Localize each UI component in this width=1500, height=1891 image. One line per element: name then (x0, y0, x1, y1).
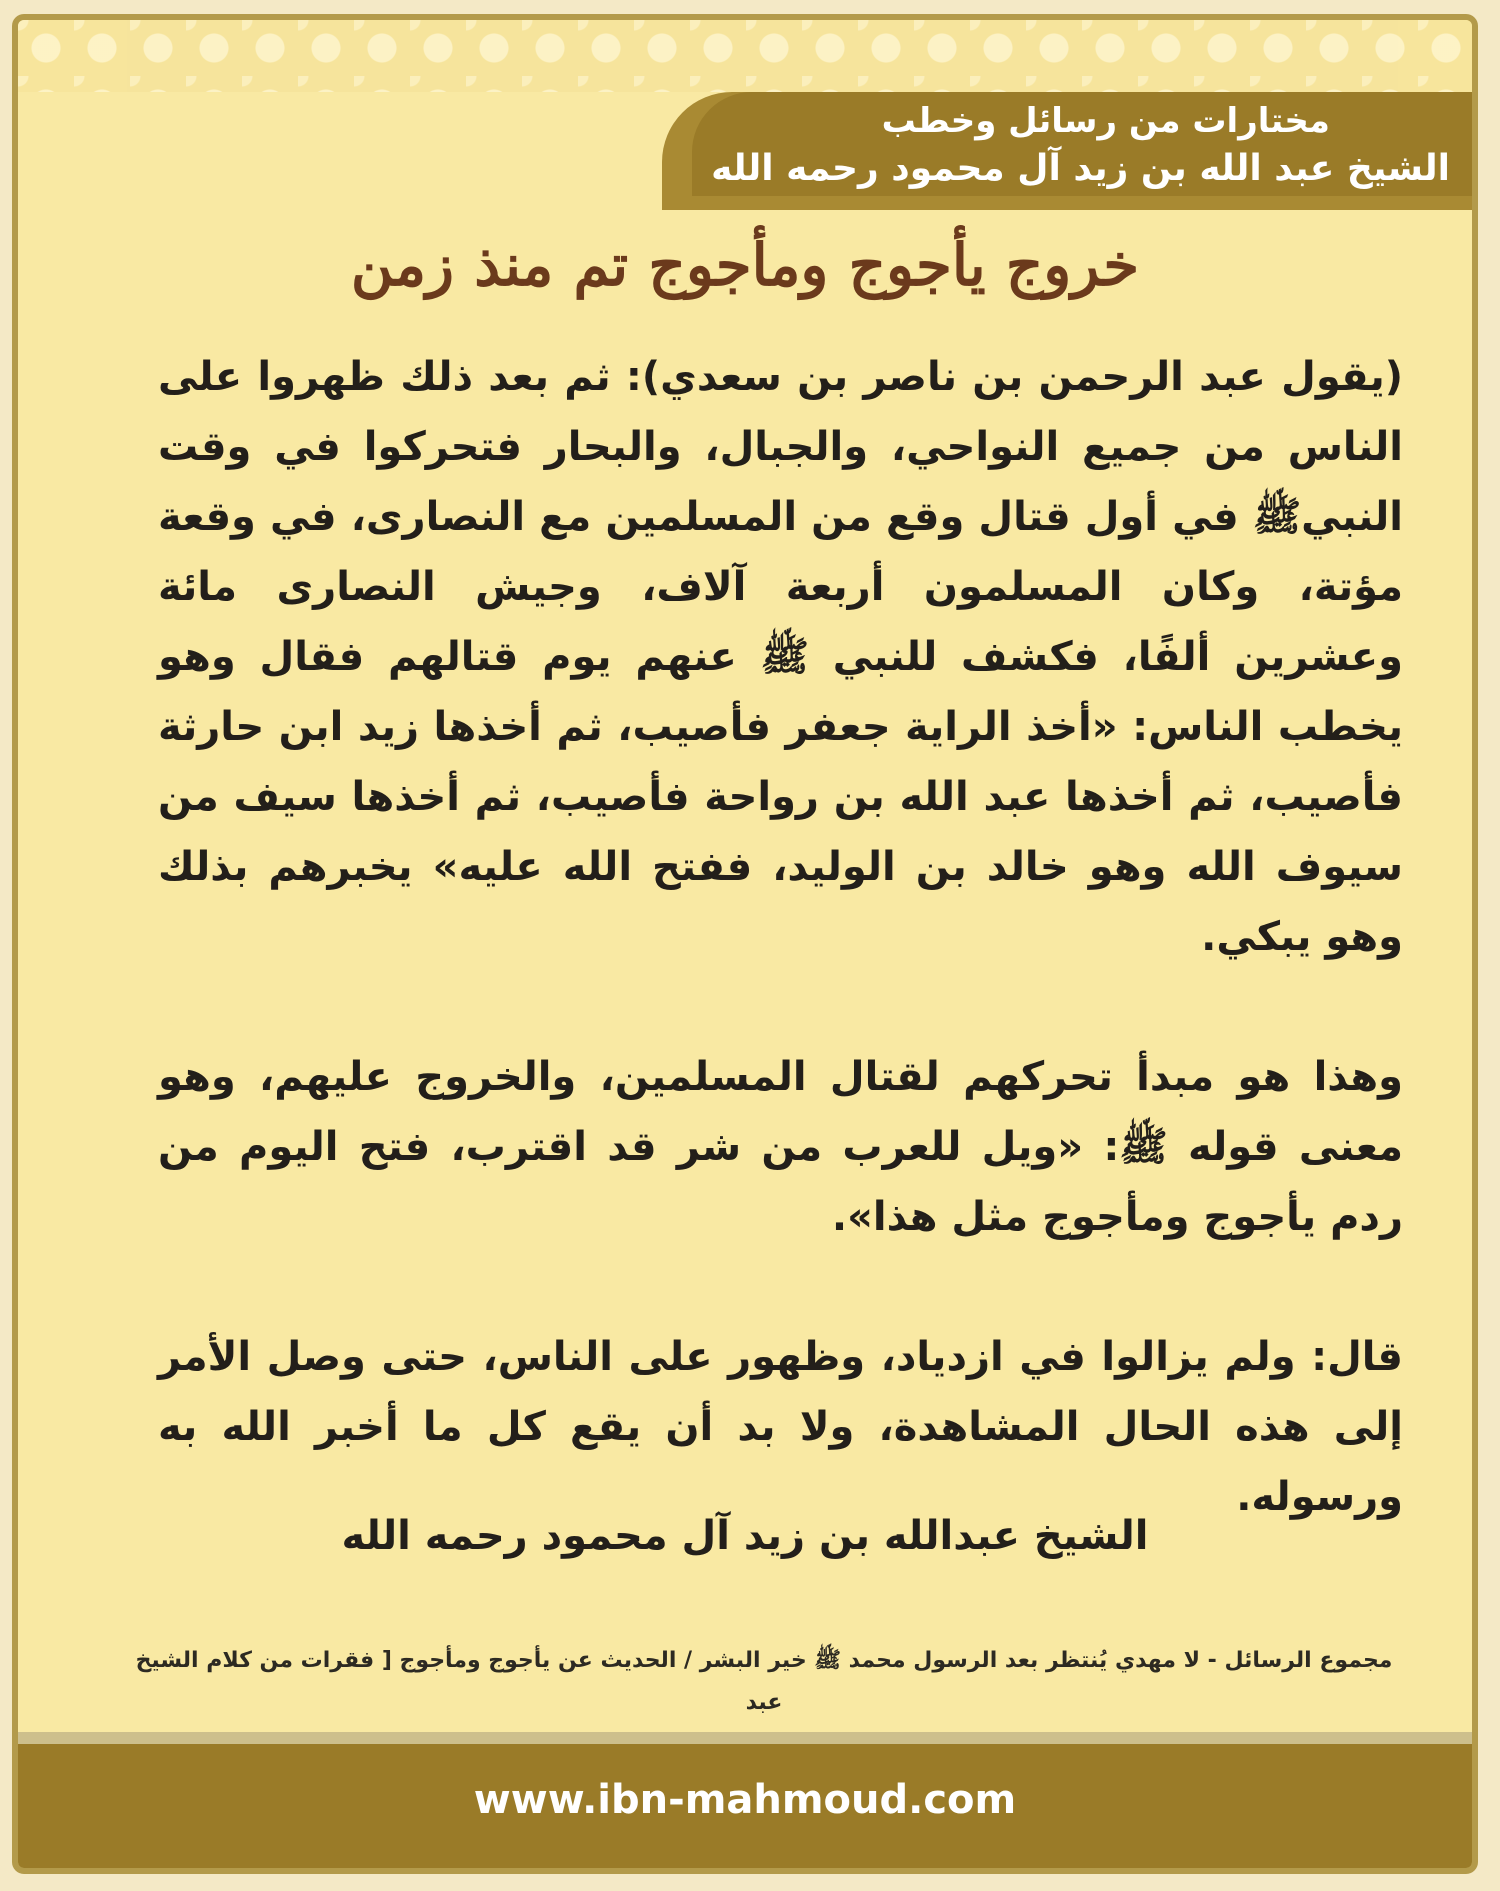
poster-frame (12, 14, 1478, 1874)
page-title: خروج يأجوج ومأجوج تم منذ زمن (350, 231, 1140, 299)
paragraph-2: وهذا هو مبدأ تحركهم لقتال المسلمين، والخروج عليهم، وهو معنى قوله ﷺ: «ويل للعرب من شر قد اقترب، فتح اليوم من ردم يأجوج ومأجوج مثل هذا». (158, 1054, 1403, 1240)
article-body (158, 342, 1403, 1532)
signature: الشيخ عبدالله بن زيد آل محمود رحمه الله (341, 1513, 1149, 1559)
paragraph-1: (يقول عبد الرحمن بن ناصر بن سعدي): ثم بعد ذلك ظهروا على الناس من جميع النواحي، والجبال، والبحار فتحركوا في وقت النبيﷺ في أول قتال وقع من المسلمين مع النصارى، في وقعة مؤتة، وكان المسلمون أربعة آلاف، وجيش النصارى مائة وعشرين ألفًا، فكشف للنبي ﷺ عنهم يوم قتالهم فقال وهو يخطب الناس: «أخذ الراية جعفر فأصيب، ثم أخذها زيد ابن حارثة فأصيب، ثم أخذها عبد الله بن رواحة فأصيب، ثم أخذها سيف من سيوف الله وهو خالد بن الوليد، ففتح الله عليه» يخبرهم بذلك وهو يبكي. (158, 354, 1403, 960)
header-series-title: مختارات من رسائل وخطب (881, 101, 1330, 141)
paragraph-3: قال: ولم يزالوا في ازدياد، وظهور على الناس، حتى وصل الأمر إلى هذه الحال المشاهدة، ولا بد أن يقع كل ما أخبر الله به ورسوله. (158, 1334, 1403, 1520)
source-line-1: مجموع الرسائل - لا مهدي يُنتظر بعد الرسول محمد ﷺ خير البشر / الحديث عن يأجوج ومأجوج [ فقرات من كلام الشيخ عبد (135, 1648, 1393, 1715)
decorative-pattern (18, 20, 1472, 92)
website-link[interactable]: www.ibn-mahmoud.com (473, 1777, 1017, 1823)
footer-band (18, 1732, 1472, 1868)
header (690, 98, 1450, 194)
header-author: الشيخ عبد الله بن زيد آل محمود رحمه الله (711, 148, 1450, 189)
